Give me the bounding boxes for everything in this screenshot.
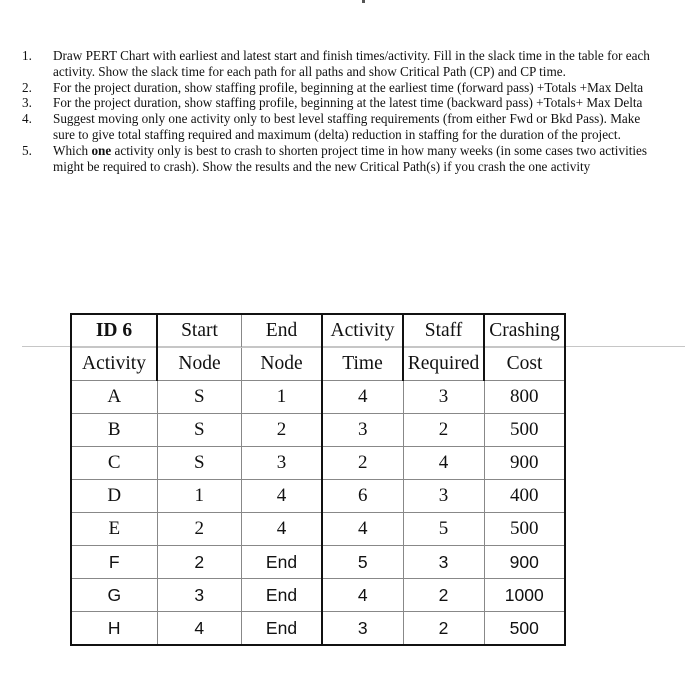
table-cell: S bbox=[157, 447, 242, 480]
table-cell: S bbox=[157, 381, 242, 414]
question-text: Draw PERT Chart with earliest and latest start and finish times/activity. Fill in the slack time in the table for each activity. Show the slack time for each path for all paths and show Critical Path (CP) and CP time. bbox=[53, 48, 650, 79]
table-cell: 2 bbox=[403, 579, 484, 612]
table-cell: 2 bbox=[322, 447, 403, 480]
table-row bbox=[71, 579, 565, 612]
question-item bbox=[22, 143, 662, 175]
table-cell: 2 bbox=[403, 612, 484, 646]
question-text: Which one activity only is best to crash to shorten project time in how many weeks (in some cases two activities might be required to crash). Show the results and the new Critical Path(s) if you crash the one activity bbox=[53, 142, 648, 174]
header-cell: ID 6 bbox=[71, 314, 157, 348]
question-number: 1. bbox=[22, 48, 32, 63]
table-cell: 1 bbox=[157, 480, 242, 513]
question-item bbox=[22, 80, 662, 96]
table-cell: 4 bbox=[242, 513, 323, 546]
question-item bbox=[22, 48, 662, 80]
table-cell: 1 bbox=[242, 381, 323, 414]
question-number: 4. bbox=[22, 111, 32, 127]
table-row bbox=[71, 447, 565, 480]
table-cell: E bbox=[71, 513, 157, 546]
table-cell: 400 bbox=[484, 480, 565, 513]
header-cell: Crashing bbox=[484, 314, 565, 348]
table-cell: 800 bbox=[484, 381, 565, 414]
question-text: Suggest moving only one activity only to best level staffing requirements (from either Fwd or Bkd Pass). Make sure to give total staffing required and maximum (delta) reduction in staffing for the duration of the project. bbox=[53, 111, 641, 142]
table-cell: 2 bbox=[403, 414, 484, 447]
table-cell: H bbox=[71, 612, 157, 646]
header-cell: Node bbox=[242, 348, 323, 381]
table-cell: 1000 bbox=[484, 579, 565, 612]
question-item bbox=[22, 111, 662, 143]
table-cell: 4 bbox=[157, 612, 242, 646]
table-cell: 3 bbox=[322, 414, 403, 447]
table-header-row bbox=[71, 314, 565, 348]
table-cell: 500 bbox=[484, 513, 565, 546]
table-row bbox=[71, 546, 565, 579]
table-cell: 500 bbox=[484, 612, 565, 646]
table-row bbox=[71, 381, 565, 414]
question-item bbox=[22, 95, 662, 111]
header-cell: Start bbox=[157, 314, 242, 348]
table-cell: 4 bbox=[322, 579, 403, 612]
table-cell: 2 bbox=[157, 513, 242, 546]
header-cell: Staff bbox=[403, 314, 484, 348]
table-cell: 3 bbox=[242, 447, 323, 480]
activity-table bbox=[70, 313, 566, 646]
table-row bbox=[71, 513, 565, 546]
table-cell: End bbox=[242, 612, 323, 646]
header-cell: Time bbox=[322, 348, 403, 381]
scan-mark bbox=[362, 0, 365, 3]
emphasis-one: one bbox=[91, 142, 112, 158]
table-cell: 2 bbox=[157, 546, 242, 579]
table-cell: 4 bbox=[242, 480, 323, 513]
header-cell: Required bbox=[403, 348, 484, 381]
table-cell: End bbox=[242, 546, 323, 579]
table-cell: 3 bbox=[403, 546, 484, 579]
question-number: 5. bbox=[22, 142, 32, 158]
table-cell: C bbox=[71, 447, 157, 480]
table-cell: 900 bbox=[484, 447, 565, 480]
table-cell: 4 bbox=[322, 381, 403, 414]
table-cell: 3 bbox=[157, 579, 242, 612]
table-cell: 4 bbox=[322, 513, 403, 546]
table-cell: B bbox=[71, 414, 157, 447]
question-text: For the project duration, show staffing profile, beginning at the latest time (backward pass) +Totals+ Max Delta bbox=[53, 95, 643, 111]
table-cell: 4 bbox=[403, 447, 484, 480]
table-cell: 3 bbox=[403, 480, 484, 513]
table-header-row bbox=[71, 348, 565, 381]
header-cell: Activity bbox=[322, 314, 403, 348]
table-cell: 3 bbox=[403, 381, 484, 414]
table-cell: D bbox=[71, 480, 157, 513]
table-cell: 6 bbox=[322, 480, 403, 513]
table-cell: End bbox=[242, 579, 323, 612]
table-cell: F bbox=[71, 546, 157, 579]
table-cell: 3 bbox=[322, 612, 403, 646]
table-cell: 2 bbox=[242, 414, 323, 447]
header-cell: Node bbox=[157, 348, 242, 381]
header-cell: Activity bbox=[71, 348, 157, 381]
question-list bbox=[22, 48, 662, 174]
table-row bbox=[71, 414, 565, 447]
table-row bbox=[71, 612, 565, 646]
table-cell: 5 bbox=[403, 513, 484, 546]
table-cell: S bbox=[157, 414, 242, 447]
question-number: 2. bbox=[22, 79, 32, 95]
table-cell: 500 bbox=[484, 414, 565, 447]
table-cell: 5 bbox=[322, 546, 403, 579]
header-cell: End bbox=[242, 314, 323, 348]
question-text: For the project duration, show staffing profile, beginning at the earliest time (forward pass) +Totals +Max Delta bbox=[53, 79, 644, 95]
header-cell: Cost bbox=[484, 348, 565, 381]
table-cell: G bbox=[71, 579, 157, 612]
table-cell: 900 bbox=[484, 546, 565, 579]
table-cell: A bbox=[71, 381, 157, 414]
question-number: 3. bbox=[22, 95, 32, 111]
table-row bbox=[71, 480, 565, 513]
